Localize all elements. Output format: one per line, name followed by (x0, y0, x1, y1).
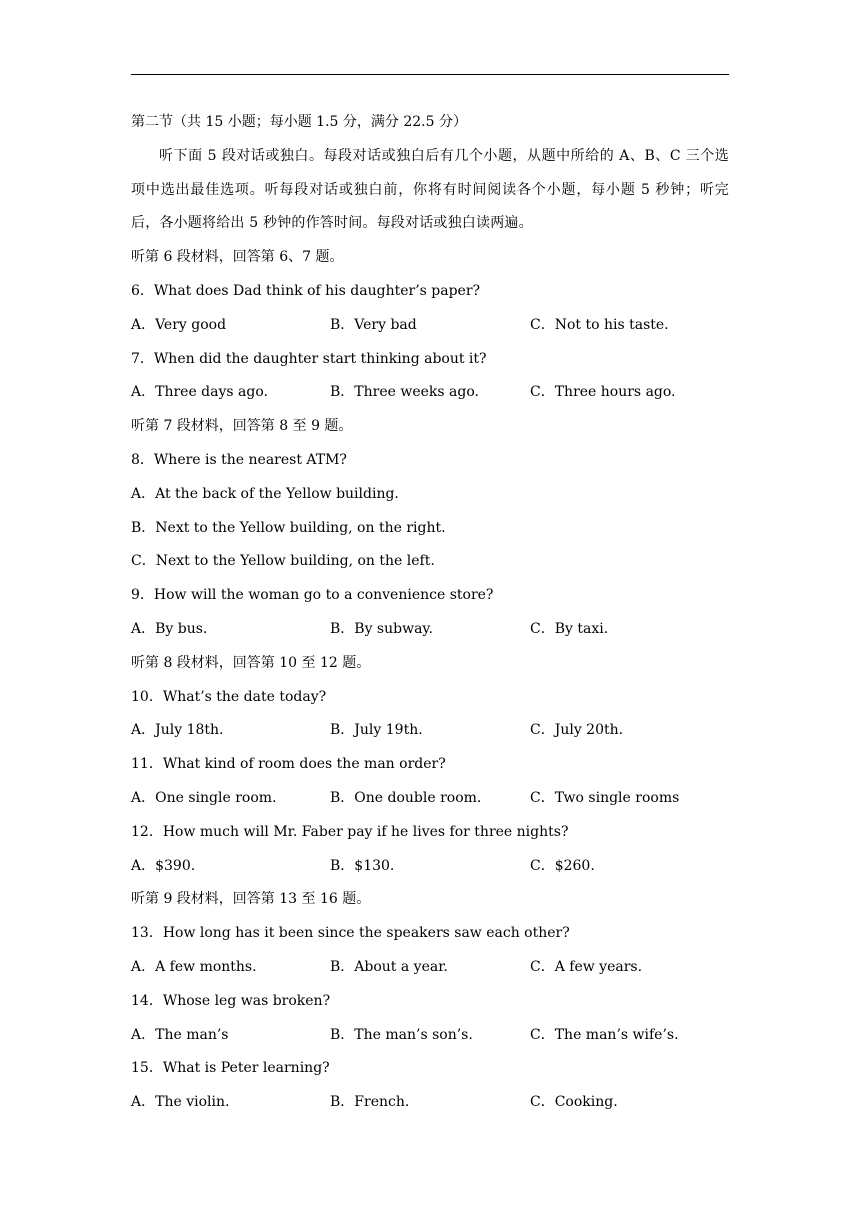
option-c: C．Next to the Yellow building, on the left. (131, 553, 435, 570)
option-a: A．A few months. (131, 958, 257, 975)
group-header: 听第 8 段材料，回答第 10 至 12 题。 (131, 654, 371, 671)
group-header: 听第 6 段材料，回答第 6、7 题。 (131, 249, 344, 266)
group-header: 听第 9 段材料，回答第 13 至 16 题。 (131, 891, 371, 908)
options-row (131, 714, 729, 748)
option-b: B．Very bad (330, 316, 417, 333)
option-a: A．The man’s (131, 1026, 229, 1043)
question-stem: 8．Where is the nearest ATM? (131, 451, 347, 468)
option-c: C．By taxi. (530, 620, 609, 637)
option-c: C．The man’s wife’s. (530, 1026, 679, 1043)
options-row (131, 309, 729, 343)
option-a: A．Three days ago. (131, 384, 268, 401)
option-b: B．One double room. (330, 789, 482, 806)
question-stem: 7．When did the daughter start thinking about it? (131, 350, 487, 367)
option-b: B．By subway. (330, 620, 433, 637)
question-stem: 9．How will the woman go to a convenience store? (131, 587, 494, 604)
options-row (131, 782, 729, 816)
option-b: B．About a year. (330, 958, 448, 975)
header-rule (131, 74, 729, 75)
option-c: C．Cooking. (530, 1094, 618, 1111)
option-b: B．July 19th. (330, 722, 423, 739)
option-a: A．July 18th. (131, 722, 224, 739)
section-title: 第二节（共 15 小题；每小题 1.5 分，满分 22.5 分） (131, 114, 467, 130)
section-instructions: 听下面 5 段对话或独白。每段对话或独白后有几个小题，从题中所给的 A、B、C 三个选项中选出最佳选项。听每段对话或独白前，你将有时间阅读各个小题，每小题 5 秒钟；听完后，各小题将给出 5 秒钟的作答时间。每段对话或独白读两遍。 (131, 147, 729, 232)
question-stem: 12．How much will Mr. Faber pay if he lives for three nights? (131, 823, 569, 840)
option-a: A．The violin. (131, 1094, 230, 1111)
option-a: A．By bus. (131, 620, 208, 637)
listening-section (131, 106, 729, 1120)
question-stem: 13．How long has it been since the speakers saw each other? (131, 925, 570, 942)
question-stem: 15．What is Peter learning? (131, 1060, 330, 1077)
question-stem: 14．Whose leg was broken? (131, 992, 331, 1009)
options-row (131, 850, 729, 884)
option-b: B．Next to the Yellow building, on the right. (131, 519, 446, 536)
option-a: A．$390. (131, 857, 196, 874)
question-stem: 11．What kind of room does the man order? (131, 756, 446, 773)
options-row (131, 376, 729, 410)
option-c: C．Three hours ago. (530, 384, 676, 401)
options-row (131, 951, 729, 985)
group-header: 听第 7 段材料，回答第 8 至 9 题。 (131, 418, 353, 435)
option-b: B．Three weeks ago. (330, 384, 479, 401)
option-c: C．$260. (530, 857, 595, 874)
option-b: B．French. (330, 1094, 410, 1111)
options-row (131, 1019, 729, 1053)
option-b: B．$130. (330, 857, 395, 874)
option-a: A．One single room. (131, 789, 277, 806)
options-row (131, 613, 729, 647)
option-a: A．Very good (131, 316, 227, 333)
option-b: B．The man’s son’s. (330, 1026, 473, 1043)
question-stem: 6．What does Dad think of his daughter’s paper? (131, 282, 481, 299)
option-c: C．Not to his taste. (530, 316, 669, 333)
question-stem: 10．What’s the date today? (131, 688, 327, 705)
option-c: C．July 20th. (530, 722, 624, 739)
option-c: C．Two single rooms (530, 789, 680, 806)
option-c: C．A few years. (530, 958, 643, 975)
options-row (131, 1086, 729, 1120)
option-a: A．At the back of the Yellow building. (131, 485, 399, 502)
